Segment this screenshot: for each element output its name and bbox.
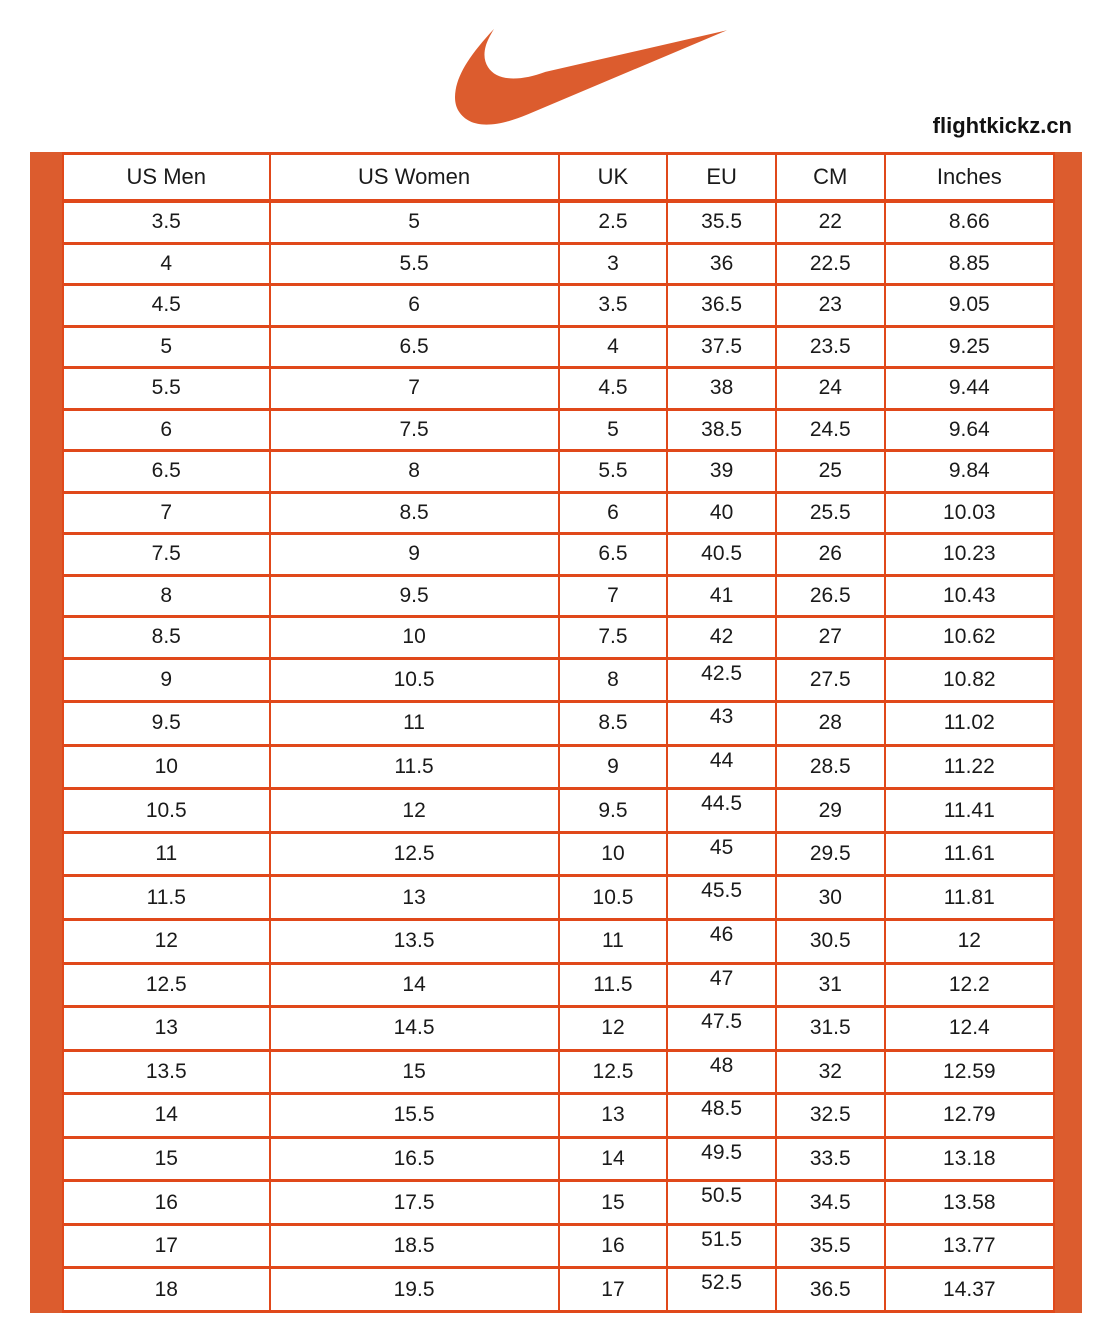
table-cell: 9.84 bbox=[885, 451, 1054, 493]
table-cell: 24.5 bbox=[776, 409, 885, 451]
table-cell: 6.5 bbox=[559, 534, 668, 576]
table-cell: 51.5 bbox=[667, 1224, 776, 1268]
table-cell: 15.5 bbox=[270, 1094, 559, 1138]
table-cell: 10.23 bbox=[885, 534, 1054, 576]
table-cell: 5.5 bbox=[559, 451, 668, 493]
table-cell: 13.58 bbox=[885, 1181, 1054, 1225]
table-cell: 22.5 bbox=[776, 243, 885, 285]
table-cell: 9.5 bbox=[270, 575, 559, 617]
table-cell: 7.5 bbox=[63, 534, 270, 576]
table-cell: 8.5 bbox=[559, 702, 668, 746]
table-cell: 40 bbox=[667, 492, 776, 534]
table-cell: 35.5 bbox=[776, 1224, 885, 1268]
table-cell: 10.5 bbox=[63, 789, 270, 833]
table-cell: 4 bbox=[559, 326, 668, 368]
table-cell: 4.5 bbox=[559, 368, 668, 410]
column-header-inches: Inches bbox=[885, 154, 1054, 202]
table-cell: 6.5 bbox=[270, 326, 559, 368]
table-row bbox=[63, 409, 1054, 451]
table-cell: 42 bbox=[667, 617, 776, 659]
table-cell: 14.5 bbox=[270, 1007, 559, 1051]
left-accent-bar bbox=[30, 152, 62, 1313]
table-row bbox=[63, 1224, 1054, 1268]
table-row bbox=[63, 832, 1054, 876]
table-row bbox=[63, 658, 1054, 702]
table-cell: 3.5 bbox=[559, 285, 668, 327]
table-cell: 9.64 bbox=[885, 409, 1054, 451]
table-cell: 12.4 bbox=[885, 1007, 1054, 1051]
table-cell: 38 bbox=[667, 368, 776, 410]
column-header-eu: EU bbox=[667, 154, 776, 202]
table-cell: 23 bbox=[776, 285, 885, 327]
table-cell: 43 bbox=[667, 702, 776, 746]
column-header-cm: CM bbox=[776, 154, 885, 202]
table-row bbox=[63, 451, 1054, 493]
table-cell: 27.5 bbox=[776, 658, 885, 702]
table-cell: 9 bbox=[270, 534, 559, 576]
table-cell: 31.5 bbox=[776, 1007, 885, 1051]
table-row bbox=[63, 617, 1054, 659]
table-cell: 47.5 bbox=[667, 1007, 776, 1051]
table-row bbox=[63, 575, 1054, 617]
table-cell: 12.5 bbox=[559, 1050, 668, 1094]
watermark-text: flightkickz.cn bbox=[932, 113, 1072, 138]
column-header-us-women: US Women bbox=[270, 154, 559, 202]
table-row bbox=[63, 534, 1054, 576]
table-cell: 31 bbox=[776, 963, 885, 1007]
table-cell: 6 bbox=[559, 492, 668, 534]
right-accent-bar bbox=[1055, 152, 1082, 1313]
table-cell: 52.5 bbox=[667, 1268, 776, 1312]
table-row bbox=[63, 1094, 1054, 1138]
column-header-us-men: US Men bbox=[63, 154, 270, 202]
table-cell: 9.05 bbox=[885, 285, 1054, 327]
table-cell: 30 bbox=[776, 876, 885, 920]
column-header-uk: UK bbox=[559, 154, 668, 202]
table-cell: 14.37 bbox=[885, 1268, 1054, 1312]
table-cell: 34.5 bbox=[776, 1181, 885, 1225]
table-cell: 11.02 bbox=[885, 702, 1054, 746]
table-cell: 10.5 bbox=[270, 658, 559, 702]
table-cell: 14 bbox=[63, 1094, 270, 1138]
table-cell: 22 bbox=[776, 201, 885, 243]
table-cell: 41 bbox=[667, 575, 776, 617]
table-cell: 5 bbox=[559, 409, 668, 451]
table-cell: 15 bbox=[63, 1137, 270, 1181]
table-cell: 28 bbox=[776, 702, 885, 746]
table-cell: 10.82 bbox=[885, 658, 1054, 702]
table-cell: 6 bbox=[63, 409, 270, 451]
table-cell: 11.61 bbox=[885, 832, 1054, 876]
table-cell: 9.5 bbox=[559, 789, 668, 833]
table-cell: 25.5 bbox=[776, 492, 885, 534]
table-cell: 8.5 bbox=[63, 617, 270, 659]
table-cell: 11 bbox=[270, 702, 559, 746]
table-cell: 7 bbox=[270, 368, 559, 410]
table-cell: 3 bbox=[559, 243, 668, 285]
table-cell: 38.5 bbox=[667, 409, 776, 451]
table-cell: 10.03 bbox=[885, 492, 1054, 534]
table-cell: 35.5 bbox=[667, 201, 776, 243]
table-cell: 9.25 bbox=[885, 326, 1054, 368]
table-cell: 8 bbox=[270, 451, 559, 493]
table-cell: 8.5 bbox=[270, 492, 559, 534]
table-cell: 45 bbox=[667, 832, 776, 876]
table-cell: 17.5 bbox=[270, 1181, 559, 1225]
table-cell: 45.5 bbox=[667, 876, 776, 920]
table-cell: 44 bbox=[667, 745, 776, 789]
table-cell: 33.5 bbox=[776, 1137, 885, 1181]
table-cell: 12.59 bbox=[885, 1050, 1054, 1094]
table-cell: 46 bbox=[667, 919, 776, 963]
table-cell: 4.5 bbox=[63, 285, 270, 327]
table-cell: 9 bbox=[63, 658, 270, 702]
nike-logo bbox=[455, 28, 727, 128]
table-row bbox=[63, 201, 1054, 243]
table-cell: 12 bbox=[63, 919, 270, 963]
table-cell: 10 bbox=[559, 832, 668, 876]
table-cell: 11 bbox=[63, 832, 270, 876]
table-cell: 12 bbox=[559, 1007, 668, 1051]
table-cell: 10.5 bbox=[559, 876, 668, 920]
table-row bbox=[63, 702, 1054, 746]
table-cell: 9.5 bbox=[63, 702, 270, 746]
table-cell: 26 bbox=[776, 534, 885, 576]
size-conversion-table bbox=[62, 152, 1055, 1313]
table-cell: 5 bbox=[63, 326, 270, 368]
table-cell: 16 bbox=[559, 1224, 668, 1268]
table-cell: 25 bbox=[776, 451, 885, 493]
table-cell: 2.5 bbox=[559, 201, 668, 243]
table-cell: 7.5 bbox=[559, 617, 668, 659]
table-cell: 13 bbox=[270, 876, 559, 920]
table-row bbox=[63, 789, 1054, 833]
table-cell: 23.5 bbox=[776, 326, 885, 368]
table-row bbox=[63, 1268, 1054, 1312]
table-cell: 13.5 bbox=[63, 1050, 270, 1094]
table-cell: 48.5 bbox=[667, 1094, 776, 1138]
table-cell: 9 bbox=[559, 745, 668, 789]
table-cell: 19.5 bbox=[270, 1268, 559, 1312]
table-row bbox=[63, 1050, 1054, 1094]
table-cell: 12.5 bbox=[63, 963, 270, 1007]
table-row bbox=[63, 243, 1054, 285]
table-cell: 36 bbox=[667, 243, 776, 285]
table-cell: 6.5 bbox=[63, 451, 270, 493]
table-cell: 11 bbox=[559, 919, 668, 963]
table-cell: 15 bbox=[270, 1050, 559, 1094]
table-cell: 40.5 bbox=[667, 534, 776, 576]
table-cell: 13 bbox=[559, 1094, 668, 1138]
table-cell: 27 bbox=[776, 617, 885, 659]
table-cell: 16 bbox=[63, 1181, 270, 1225]
table-cell: 12 bbox=[885, 919, 1054, 963]
table-row bbox=[63, 1181, 1054, 1225]
table-cell: 7.5 bbox=[270, 409, 559, 451]
table-cell: 3.5 bbox=[63, 201, 270, 243]
table-row bbox=[63, 1007, 1054, 1051]
table-cell: 42.5 bbox=[667, 658, 776, 702]
table-row bbox=[63, 1137, 1054, 1181]
table-cell: 44.5 bbox=[667, 789, 776, 833]
table-body bbox=[63, 201, 1054, 1312]
table-cell: 24 bbox=[776, 368, 885, 410]
table-cell: 18.5 bbox=[270, 1224, 559, 1268]
table-row bbox=[63, 876, 1054, 920]
table-row bbox=[63, 285, 1054, 327]
table-cell: 30.5 bbox=[776, 919, 885, 963]
table-cell: 12.79 bbox=[885, 1094, 1054, 1138]
table-cell: 11.5 bbox=[270, 745, 559, 789]
table-cell: 36.5 bbox=[776, 1268, 885, 1312]
table-cell: 47 bbox=[667, 963, 776, 1007]
table-cell: 28.5 bbox=[776, 745, 885, 789]
table-cell: 18 bbox=[63, 1268, 270, 1312]
table-cell: 15 bbox=[559, 1181, 668, 1225]
table-cell: 10.43 bbox=[885, 575, 1054, 617]
header-row bbox=[63, 154, 1054, 202]
table-cell: 10 bbox=[270, 617, 559, 659]
table-cell: 4 bbox=[63, 243, 270, 285]
table-cell: 29 bbox=[776, 789, 885, 833]
table-cell: 17 bbox=[559, 1268, 668, 1312]
table-cell: 8.85 bbox=[885, 243, 1054, 285]
table-row bbox=[63, 919, 1054, 963]
table-cell: 48 bbox=[667, 1050, 776, 1094]
table-cell: 9.44 bbox=[885, 368, 1054, 410]
table-row bbox=[63, 745, 1054, 789]
table-cell: 5 bbox=[270, 201, 559, 243]
table-row bbox=[63, 368, 1054, 410]
table-row bbox=[63, 492, 1054, 534]
table-cell: 17 bbox=[63, 1224, 270, 1268]
table-cell: 8 bbox=[559, 658, 668, 702]
table-cell: 13.5 bbox=[270, 919, 559, 963]
table-cell: 11.22 bbox=[885, 745, 1054, 789]
table-cell: 14 bbox=[270, 963, 559, 1007]
table-cell: 32.5 bbox=[776, 1094, 885, 1138]
table-cell: 32 bbox=[776, 1050, 885, 1094]
table-cell: 50.5 bbox=[667, 1181, 776, 1225]
table-cell: 29.5 bbox=[776, 832, 885, 876]
table-cell: 12.5 bbox=[270, 832, 559, 876]
table-cell: 13.18 bbox=[885, 1137, 1054, 1181]
table-cell: 11.81 bbox=[885, 876, 1054, 920]
table-cell: 37.5 bbox=[667, 326, 776, 368]
table-cell: 13 bbox=[63, 1007, 270, 1051]
table-cell: 14 bbox=[559, 1137, 668, 1181]
table-cell: 10 bbox=[63, 745, 270, 789]
table-cell: 49.5 bbox=[667, 1137, 776, 1181]
table-cell: 6 bbox=[270, 285, 559, 327]
table-cell: 36.5 bbox=[667, 285, 776, 327]
table-cell: 8 bbox=[63, 575, 270, 617]
table-row bbox=[63, 963, 1054, 1007]
table-cell: 7 bbox=[63, 492, 270, 534]
table-cell: 11.5 bbox=[559, 963, 668, 1007]
table-cell: 12.2 bbox=[885, 963, 1054, 1007]
table-cell: 8.66 bbox=[885, 201, 1054, 243]
table-cell: 26.5 bbox=[776, 575, 885, 617]
table-cell: 12 bbox=[270, 789, 559, 833]
table-cell: 13.77 bbox=[885, 1224, 1054, 1268]
nike-swoosh-icon bbox=[455, 28, 727, 128]
table-cell: 16.5 bbox=[270, 1137, 559, 1181]
table-cell: 11.41 bbox=[885, 789, 1054, 833]
table-cell: 39 bbox=[667, 451, 776, 493]
table-cell: 11.5 bbox=[63, 876, 270, 920]
table-cell: 10.62 bbox=[885, 617, 1054, 659]
size-chart bbox=[30, 152, 1082, 1313]
table-row bbox=[63, 326, 1054, 368]
table-cell: 5.5 bbox=[63, 368, 270, 410]
table-cell: 7 bbox=[559, 575, 668, 617]
table-cell: 5.5 bbox=[270, 243, 559, 285]
